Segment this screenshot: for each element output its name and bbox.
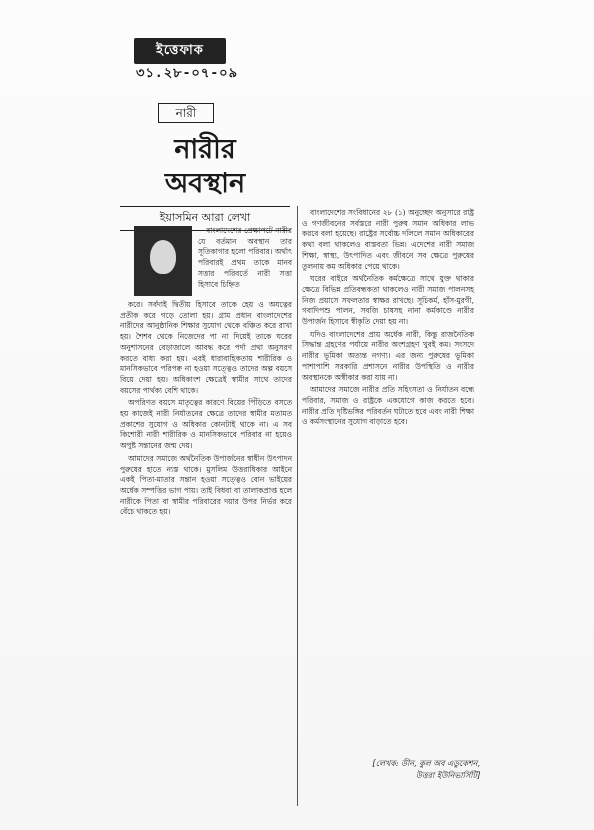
paragraph: বাংলাদেশের প্রেক্ষাপটে নারীর যে বর্তমান অবস্থান তার সূতিকাগার হলো পরিবার। অর্থাৎ পরিবারই প্রথম তাকে মানব সত্তার পরিবর্তে নারী সত্তা হিসাবে চিহ্নিত bbox=[198, 226, 292, 289]
newspaper-clipping bbox=[120, 38, 480, 818]
signature-line-2: উত্তরা ইউনিভার্সিটি] bbox=[415, 771, 480, 780]
paragraph: যদিও বাংলাদেশের প্রায় অর্ধেক নারী, কিন্তু রাজনৈতিক সিদ্ধান্ত গ্রহণের পর্যায়ে নারীর অংশগ্রহণ খুবই কম। সংসদে নারীর ভূমিকা অত্যন্ত নগণ্য। এর জন্য পুরুষের ভূমিকা পাশাপাশি সরকারি প্রশাসনে নারীর উপস্থিতি ও নারীর অবস্থানকে অস্বীকার করা যায় না। bbox=[302, 329, 474, 382]
paragraph: আমাদের সমাজে অর্থনৈতিক উপার্জনের স্বাধীন উৎপাদন পুরুষের হাতে ন্যস্ত থাকে। মুসলিম উত্তরাধিকার আইনে একই পিতা-মাতার সন্তান হওয়া সত্ত্বেও বোন ভাইয়ের অর্ধেক সম্পত্তির ভাগ পায়। তাই বিধবা বা তালাকপ্রাপ্ত হলে নারীকে পিতা বা স্বামীর পরিবারের দয়ার উপর নির্ভর করে বেঁচে থাকতে হয়। bbox=[120, 453, 292, 517]
column-1 bbox=[120, 300, 292, 520]
headline-line-2: অবস্থান bbox=[164, 168, 246, 199]
headline bbox=[150, 133, 260, 201]
section-label: নারী bbox=[158, 103, 214, 123]
paragraph: বাংলাদেশের সংবিধানের ২৮ (১) অনুচ্ছেদ অনুসারে রাষ্ট্র ও গণজীবনের সর্বস্তরে নারী পুরুষ সমান অধিকার লাভ করবে বলা হয়েছে। রাষ্ট্রের সর্বোচ্চ দলিলে সমান অধিকারের কথা বলা থাকলেও বাস্তবতা ভিন্ন। এদেশের নারী সমাজ শিক্ষা, স্বাস্থ্য, উৎপাদিত এবং জীবনে সব ক্ষেত্রে পুরুষের তুলনায় কম অধিকার পেয়ে থাকে। bbox=[302, 208, 474, 271]
headline-line-1: নারীর bbox=[174, 134, 236, 165]
signature-line-1: [লেখক: ডীন, কুল অব এডুকেশন, bbox=[372, 759, 480, 768]
author-face bbox=[150, 240, 176, 274]
paragraph: অপরিণত বয়সে মাতৃত্বের কারণে বিয়ের পিঁড়িতে বসতে হয় কাজেই নারী নির্যাতনের ক্ষেত্রে তাদের স্বামীর মতামত প্রকাশের সুযোগ ও অধিকার কোনটাই থাকে না। এ সব কিশোরী নারী শারীরিক ও মানসিকভাবে পরিবার না হয়েও অপুষ্ট সন্তানের জন্ম দেয়। bbox=[120, 398, 292, 451]
column-1-top bbox=[198, 226, 292, 292]
paragraph: করে। সর্বদাই দ্বিতীয় হিসাবে তাকে হেয় ও অযত্নের প্রতীক করে গড়ে তোলা হয়। গ্রাম প্রধান বাংলাদেশের নারীদের আনুষ্ঠানিক শিক্ষার সুযোগ থেকে বঞ্চিত করে রাখা হয়। শৈশব থেকে নিজেদের পা না দিয়েই তাকে ঘরের অনুশাসনের বেড়াজালে আবদ্ধ করে পর্দা প্রথা অনুসরণ করতে বাধ্য করা হয়। এরই ধারাবাহিকতায় শারীরিক ও মানসিকভাবে পরিপক্ব না হওয়া সত্ত্বেও তাদের অল্প বয়সে বিয়ে দেয়া হয়। অধিকাংশ ক্ষেত্রেই স্বামীর সাথে তাদের বয়সের পার্থক্য বেশি থাকে। bbox=[120, 300, 292, 395]
paragraph: আমাদের সমাজে নারীর প্রতি সহিংসতা ও নির্যাতন বন্ধে পরিবার, সমাজ ও রাষ্ট্রকে একযোগে কাজ করতে হবে। নারীর প্রতি দৃষ্টিভঙ্গির পরিবর্তন ঘটাতে হবে এবং নারী শিক্ষা ও কর্মসংস্থানের সুযোগ বাড়াতে হবে। bbox=[302, 385, 474, 427]
column-2 bbox=[302, 208, 474, 430]
handwritten-date: ৩১.২৮-০৭-০৯ bbox=[136, 66, 239, 81]
column-divider bbox=[297, 206, 298, 806]
paragraph: ঘরের বাইরে অর্থনৈতিক কর্মক্ষেত্রে সাথে যুক্ত থাকার ক্ষেত্রে বিভিন্ন প্রতিবন্ধকতা থাকলেও নারী সমাজ পালনসহ নিজ প্রয়াসে সফলতার স্বাক্ষর রাখছে। সূচিকর্ম, হাঁস-মুরগী, গবাদিপশু পালন, সবজি চাষসহ নানা কর্মকাণ্ডে নারীর উপার্জন হিসাবে স্বীকৃতি দেয়া হয় না। bbox=[302, 274, 474, 327]
newspaper-logo: ইত্তেফাক bbox=[134, 38, 226, 64]
byline: ইয়াসমিন আরা লেখা bbox=[120, 206, 290, 231]
author-signature bbox=[320, 758, 480, 782]
masthead bbox=[134, 38, 239, 81]
author-photo bbox=[134, 226, 192, 296]
